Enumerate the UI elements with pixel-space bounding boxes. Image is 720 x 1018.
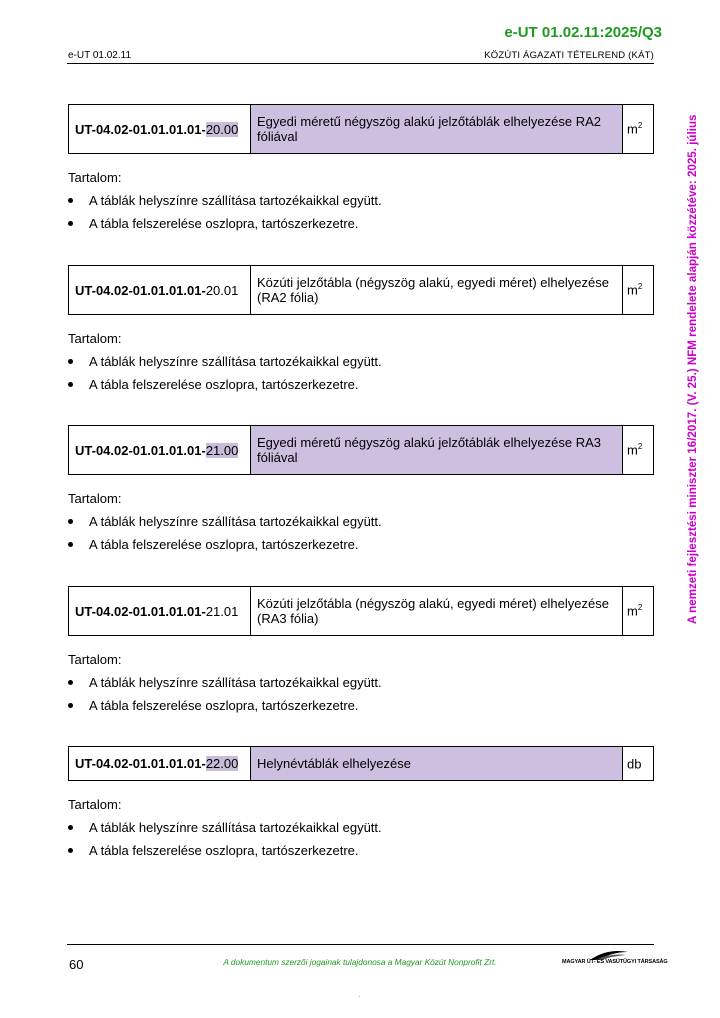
list-item-text: A tábla felszerelése oszlopra, tartószerkezetre. (89, 698, 359, 713)
list-item (68, 377, 654, 393)
dot-mark: · (358, 992, 361, 1001)
unit-base: m (627, 121, 638, 137)
content-list (68, 514, 654, 553)
logo-text: MAGYAR ÚT- ÉS VASÚTÜGYI TÁRSASÁG (562, 959, 668, 965)
item-table (68, 586, 654, 636)
code-base: UT-04.02-01.01.01.01- (75, 282, 206, 298)
list-item-text: A táblák helyszínre szállítása tartozékaikkal együtt. (89, 675, 382, 690)
item-block (68, 586, 654, 714)
bullet-icon (68, 825, 73, 830)
bullet-icon (68, 198, 73, 203)
unit-base: m (627, 603, 638, 619)
code-base: UT-04.02-01.01.01.01- (75, 603, 206, 619)
content-label: Tartalom: (68, 797, 122, 812)
item-code (69, 266, 251, 315)
item-table (68, 265, 654, 315)
list-item-text: A táblák helyszínre szállítása tartozékaikkal együtt. (89, 514, 382, 529)
content-list (68, 193, 654, 232)
side-publication-note: A nemzeti fejlesztési miniszter 16/2017. (V. 25.) NFM rendelete alapján közzétéve: 2025. július (686, 114, 699, 624)
item-table (68, 425, 654, 475)
item-description: Helynévtáblák elhelyezése (251, 747, 623, 781)
list-item (68, 537, 654, 553)
unit-sup: 2 (637, 442, 643, 452)
list-item-text: A tábla felszerelése oszlopra, tartószerkezetre. (89, 216, 359, 231)
item-code (69, 747, 251, 781)
code-base: UT-04.02-01.01.01.01- (75, 442, 206, 458)
item-description: Közúti jelzőtábla (négyszög alakú, egyedi méret) elhelyezése (RA2 fólia) (251, 266, 623, 315)
item-table (68, 104, 654, 154)
code-suffix: 20.00 (205, 121, 239, 137)
content-list (68, 820, 654, 859)
footer-rule (67, 944, 654, 945)
content-label: Tartalom: (68, 652, 122, 667)
list-item (68, 843, 654, 859)
list-item-text: A tábla felszerelése oszlopra, tartószerkezetre. (89, 537, 359, 552)
list-item-text: A tábla felszerelése oszlopra, tartószerkezetre. (89, 377, 359, 392)
item-block (68, 425, 654, 553)
item-unit (623, 266, 654, 315)
list-item (68, 675, 654, 691)
unit-sup: 2 (637, 282, 643, 292)
code-base: UT-04.02-01.01.01.01- (75, 121, 206, 137)
header-left: e-UT 01.02.11 (68, 50, 132, 61)
list-item (68, 354, 654, 370)
list-item (68, 193, 654, 209)
bullet-icon (68, 359, 73, 364)
header-right: KÖZÚTI ÁGAZATI TÉTELREND (KÁT) (484, 50, 654, 61)
item-code (69, 587, 251, 636)
item-block (68, 746, 654, 859)
bullet-icon (68, 519, 73, 524)
content-label: Tartalom: (68, 170, 122, 185)
unit-base: m (627, 442, 638, 458)
page-number: 60 (69, 957, 84, 972)
item-block (68, 104, 654, 232)
code-base: UT-04.02-01.01.01.01- (75, 756, 206, 771)
list-item-text: A táblák helyszínre szállítása tartozékaikkal együtt. (89, 354, 382, 369)
bullet-icon (68, 680, 73, 685)
list-item (68, 820, 654, 836)
list-item (68, 698, 654, 714)
list-item (68, 216, 654, 232)
item-code (69, 426, 251, 475)
doc-code: e-UT 01.02.11:2025/Q3 (504, 24, 662, 41)
unit-sup: 2 (637, 603, 643, 613)
company-logo-icon (562, 947, 668, 969)
unit-base: m (627, 282, 638, 298)
content-label: Tartalom: (68, 491, 122, 506)
code-suffix: 21.01 (205, 603, 239, 619)
bullet-icon (68, 848, 73, 853)
copyright-notice: A dokumentum szerzői jogainak tulajdonosa a Magyar Közút Nonprofit Zrt. (223, 957, 497, 967)
item-unit (623, 587, 654, 636)
bullet-icon (68, 221, 73, 226)
item-code (69, 105, 251, 154)
item-unit (623, 747, 654, 781)
item-unit (623, 426, 654, 475)
item-unit (623, 105, 654, 154)
item-block (68, 265, 654, 393)
unit-sup: 2 (637, 121, 643, 131)
content-label: Tartalom: (68, 331, 122, 346)
code-suffix: 22.00 (205, 756, 239, 771)
item-description: Közúti jelzőtábla (négyszög alakú, egyedi méret) elhelyezése (RA3 fólia) (251, 587, 623, 636)
content-list (68, 675, 654, 714)
list-item (68, 514, 654, 530)
bullet-icon (68, 542, 73, 547)
header-rule (67, 63, 654, 64)
code-suffix: 21.00 (205, 442, 239, 458)
item-description: Egyedi méretű négyszög alakú jelzőtáblák elhelyezése RA3 fóliával (251, 426, 623, 475)
list-item-text: A tábla felszerelése oszlopra, tartószerkezetre. (89, 843, 359, 858)
bullet-icon (68, 382, 73, 387)
code-suffix: 20.01 (205, 282, 239, 298)
item-table (68, 746, 654, 781)
unit-base: db (627, 756, 642, 772)
item-description: Egyedi méretű négyszög alakú jelzőtáblák elhelyezése RA2 fóliával (251, 105, 623, 154)
content-list (68, 354, 654, 393)
list-item-text: A táblák helyszínre szállítása tartozékaikkal együtt. (89, 193, 382, 208)
list-item-text: A táblák helyszínre szállítása tartozékaikkal együtt. (89, 820, 382, 835)
bullet-icon (68, 703, 73, 708)
